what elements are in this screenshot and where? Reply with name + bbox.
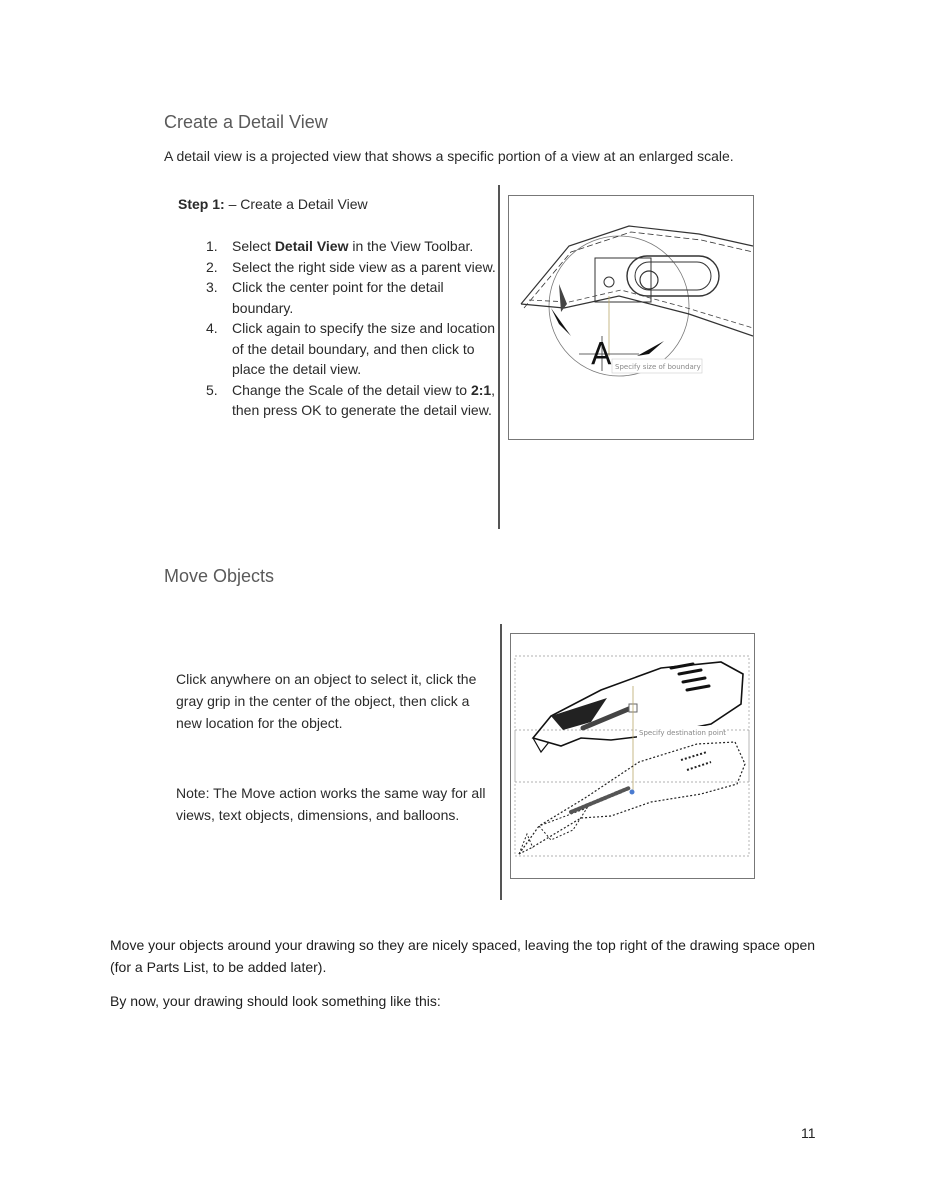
detail-tooltip: Specify size of boundary <box>615 363 701 371</box>
list-item: 1. Select Detail View in the View Toolbar. <box>206 238 474 254</box>
move-instructions: Click anywhere on an object to select it, click the gray grip in the center of the object, then click a new location for the object. <box>176 671 477 731</box>
drawing-preview-paragraph: By now, your drawing should look something like this: <box>110 993 441 1009</box>
step-label: Step 1: <box>178 196 225 212</box>
list-item: 4. Click again to specify the size and location of the detail boundary, and then click to place the detail view. <box>206 320 496 377</box>
column-divider <box>500 624 502 900</box>
detail-view-figure <box>508 195 754 440</box>
knife-move-drawing <box>511 634 754 878</box>
move-note: Note: The Move action works the same way for all views, text objects, dimensions, and balloons. <box>176 785 486 823</box>
section-heading-move-objects: Move Objects <box>164 566 275 586</box>
page-number: 11 <box>801 1125 816 1141</box>
column-divider <box>498 185 500 529</box>
move-objects-figure <box>510 633 755 879</box>
spacing-paragraph: Move your objects around your drawing so they are nicely spaced, leaving the top right of the drawing space open (for a Parts List, to be added later). <box>110 937 816 975</box>
detail-label: A <box>591 337 612 372</box>
steps-list <box>206 236 496 421</box>
detail-view-intro: A detail view is a projected view that shows a specific portion of a view at an enlarged scale. <box>164 148 734 164</box>
list-item: 2. Select the right side view as a parent view. <box>206 258 496 275</box>
step-heading <box>178 196 368 212</box>
list-item: 3. Click the center point for the detail boundary. <box>206 279 444 316</box>
list-item: 5. Change the Scale of the detail view to 2:1, then press OK to generate the detail view. <box>206 381 496 418</box>
move-tooltip: Specify destination point <box>639 729 726 737</box>
knife-detail-drawing <box>509 196 753 439</box>
step-title: – Create a Detail View <box>224 196 368 212</box>
section-heading-detail-view: Create a Detail View <box>164 112 328 132</box>
